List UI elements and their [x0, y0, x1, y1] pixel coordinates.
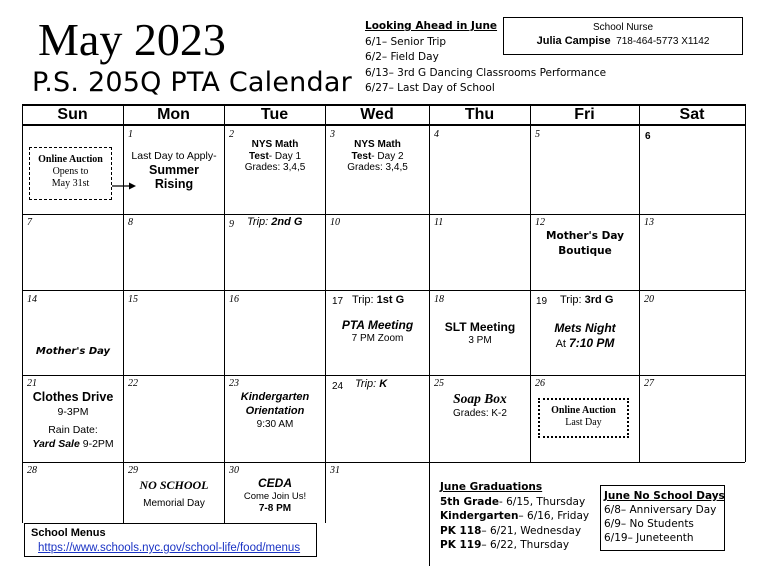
graduation-label: Kindergarten: [440, 510, 519, 522]
event-line: At: [555, 338, 570, 350]
slt-meeting-event: [430, 320, 530, 348]
grid-line: [22, 290, 745, 291]
event-line: Rain Date:: [48, 424, 98, 436]
day-number: 14: [27, 294, 37, 305]
event-line: Grades: 3,4,5: [347, 162, 408, 173]
event-line: NYS Math: [251, 139, 299, 150]
weekday-sun: Sun: [57, 106, 88, 123]
nys-math-day2-event: [326, 139, 429, 174]
no-school-item: 6/19– Juneteenth: [604, 532, 694, 544]
school-menus-box: [24, 523, 317, 557]
day-number: 12: [535, 217, 545, 228]
day-number: 17: [332, 296, 344, 307]
trip-kindergarten-event: [355, 378, 387, 390]
event-line: Test: [351, 150, 372, 162]
grid-line: [22, 462, 745, 463]
mets-night-event: [531, 321, 639, 352]
event-line: 9:30 AM: [256, 419, 294, 430]
event-line: Clothes Drive: [32, 390, 114, 404]
graduation-date: – 6/16, Friday: [518, 510, 590, 522]
grid-line: [22, 214, 745, 215]
auction-title: Online Auction: [551, 405, 616, 416]
event-line: Orientation: [245, 404, 305, 417]
day-number: 1: [128, 129, 133, 140]
event-line: 1st G: [376, 294, 405, 306]
day-number: 23: [229, 378, 239, 389]
day-number: 31: [330, 465, 340, 476]
day-number: 28: [27, 465, 37, 476]
june-no-school-days-box: [600, 485, 725, 551]
day-number: 18: [434, 294, 444, 305]
event-line: Rising: [154, 177, 194, 191]
nurse-name: Julia Campise: [536, 35, 611, 47]
graduation-label: PK 119: [440, 539, 482, 551]
day-number: 27: [644, 378, 654, 389]
weekday-tue: Tue: [260, 106, 289, 123]
graduation-item: [440, 538, 589, 553]
clothes-drive-event: [23, 390, 123, 451]
graduation-date: – 6/21, Wednesday: [481, 524, 582, 537]
grid-line: [22, 375, 745, 376]
event-line: 7:10 PM: [569, 336, 615, 350]
looking-ahead-item: 6/2– Field Day: [365, 51, 439, 63]
event-line: NO SCHOOL: [139, 478, 209, 492]
auction-line: Last Day: [565, 417, 602, 428]
school-nurse-box: [503, 17, 743, 55]
event-line: - Day 2: [371, 150, 404, 162]
looking-ahead-item: 6/27– Last Day of School: [365, 82, 495, 94]
ceda-event: [225, 476, 325, 515]
graduation-item: [440, 524, 589, 539]
day-number: 26: [535, 378, 545, 389]
event-line: Trip:: [560, 294, 585, 306]
weekday-wed: Wed: [360, 106, 394, 123]
event-line: Trip:: [355, 378, 380, 390]
looking-ahead-item: 6/13– 3rd G Dancing Classrooms Performance: [365, 66, 607, 79]
graduation-item: [440, 509, 589, 524]
calendar-month-title: May 2023: [38, 14, 226, 65]
online-auction-last-day-box: [538, 398, 629, 438]
day-number: 30: [229, 465, 239, 476]
grid-line: [745, 104, 746, 462]
event-line: SLT Meeting: [444, 320, 516, 334]
school-menus-link[interactable]: https://www.schools.nyc.gov/school-life/food/menus: [38, 542, 301, 554]
auction-line: Opens to: [52, 166, 89, 177]
day-number: 10: [330, 217, 340, 228]
event-line: NYS Math: [354, 139, 401, 150]
soap-box-event: [430, 391, 530, 421]
weekday-thu: Thu: [464, 106, 495, 123]
trip-3rd-grade-event: [560, 294, 613, 306]
no-school-item: 6/9– No Students: [604, 518, 694, 530]
graduation-date: - 6/15, Thursday: [498, 495, 586, 508]
event-line: Grades: 3,4,5: [244, 162, 306, 173]
weekday-mon: Mon: [157, 106, 190, 123]
grid-line: [639, 104, 640, 462]
day-number: 22: [128, 378, 138, 389]
june-graduations-list: [440, 480, 589, 553]
event-line: CEDA: [257, 476, 292, 490]
event-line: Test: [248, 150, 269, 162]
event-line: Summer: [148, 163, 200, 177]
day-number: 5: [535, 129, 540, 140]
day-number: 24: [332, 381, 344, 392]
grid-line: [22, 104, 23, 523]
day-number: 9: [229, 219, 234, 230]
day-number: 6: [645, 131, 651, 142]
nys-math-day1-event: [225, 139, 325, 174]
nurse-label: School Nurse: [592, 22, 654, 33]
online-auction-opens-box: [29, 147, 112, 200]
mothers-day-label: Mother's Day: [35, 346, 111, 357]
event-line: 7-8 PM: [258, 503, 292, 514]
event-line: K: [379, 378, 388, 390]
day-number: 11: [434, 217, 444, 228]
event-line: 3rd G: [584, 294, 614, 306]
event-line: Memorial Day: [143, 498, 205, 509]
event-line: Grades: K-2: [453, 408, 507, 419]
grid-line: [530, 104, 531, 462]
day-number: 20: [644, 294, 654, 305]
auction-line: May 31st: [51, 178, 90, 189]
day-number: 4: [434, 129, 439, 140]
calendar-school-title: P.S. 205Q PTA Calendar: [32, 67, 352, 98]
day-number: 15: [128, 294, 138, 305]
school-menus-title: School Menus: [31, 527, 106, 539]
event-line: 7 PM Zoom: [351, 333, 404, 344]
event-line: Trip:: [352, 294, 377, 306]
graduation-item: [440, 495, 589, 510]
no-school-item: 6/8– Anniversary Day: [604, 504, 717, 516]
day-number: 16: [229, 294, 239, 305]
weekday-sat: Sat: [679, 106, 705, 123]
event-line: Soap Box: [453, 391, 507, 406]
trip-2nd-grade-event: [247, 216, 302, 228]
event-line: Trip:: [247, 216, 272, 228]
day-number: 25: [434, 378, 444, 389]
event-line: Come Join Us!: [243, 491, 307, 502]
graduation-label: 5th Grade: [440, 495, 499, 508]
graduation-date: – 6/22, Thursday: [481, 539, 570, 551]
day-number: 7: [27, 217, 32, 228]
no-school-heading: June No School Days: [604, 490, 725, 502]
summer-rising-event: [124, 150, 224, 191]
nurse-phone: 718-464-5773 X1142: [616, 36, 710, 47]
trip-1st-grade-event: [352, 294, 404, 306]
kindergarten-orientation-event: [225, 391, 325, 432]
day-number: 29: [128, 465, 138, 476]
auction-title: Online Auction: [38, 154, 103, 165]
event-line: PTA Meeting: [341, 318, 414, 332]
event-line: Mets Night: [554, 321, 616, 335]
event-line: - Day 1: [268, 150, 302, 162]
day-number: 2: [229, 129, 234, 140]
no-school-memorial-day-event: [124, 477, 224, 512]
looking-ahead-item: 6/1– Senior Trip: [365, 35, 447, 48]
event-line: Last Day to Apply-: [131, 150, 217, 162]
event-line: 9-2PM: [79, 438, 114, 450]
graduation-label: PK 118: [440, 524, 482, 537]
event-line: Yard Sale: [32, 438, 80, 450]
day-number: 19: [536, 296, 548, 307]
mothers-day-boutique-event: [531, 229, 639, 259]
event-line: 9-3PM: [57, 406, 89, 418]
event-line: 3 PM: [468, 335, 492, 346]
day-number: 3: [330, 129, 335, 140]
event-line: Kindergarten: [240, 391, 310, 403]
event-line: 2nd G: [271, 216, 303, 228]
day-number: 21: [27, 378, 37, 389]
event-line: Mother's Day: [546, 230, 624, 242]
weekday-fri: Fri: [574, 106, 595, 123]
event-line: Boutique: [558, 245, 612, 257]
pta-meeting-event: [326, 318, 429, 345]
day-number: 8: [128, 217, 133, 228]
graduations-heading: June Graduations: [440, 481, 543, 493]
day-number: 13: [644, 217, 654, 228]
looking-ahead-heading: Looking Ahead in June: [365, 20, 498, 32]
